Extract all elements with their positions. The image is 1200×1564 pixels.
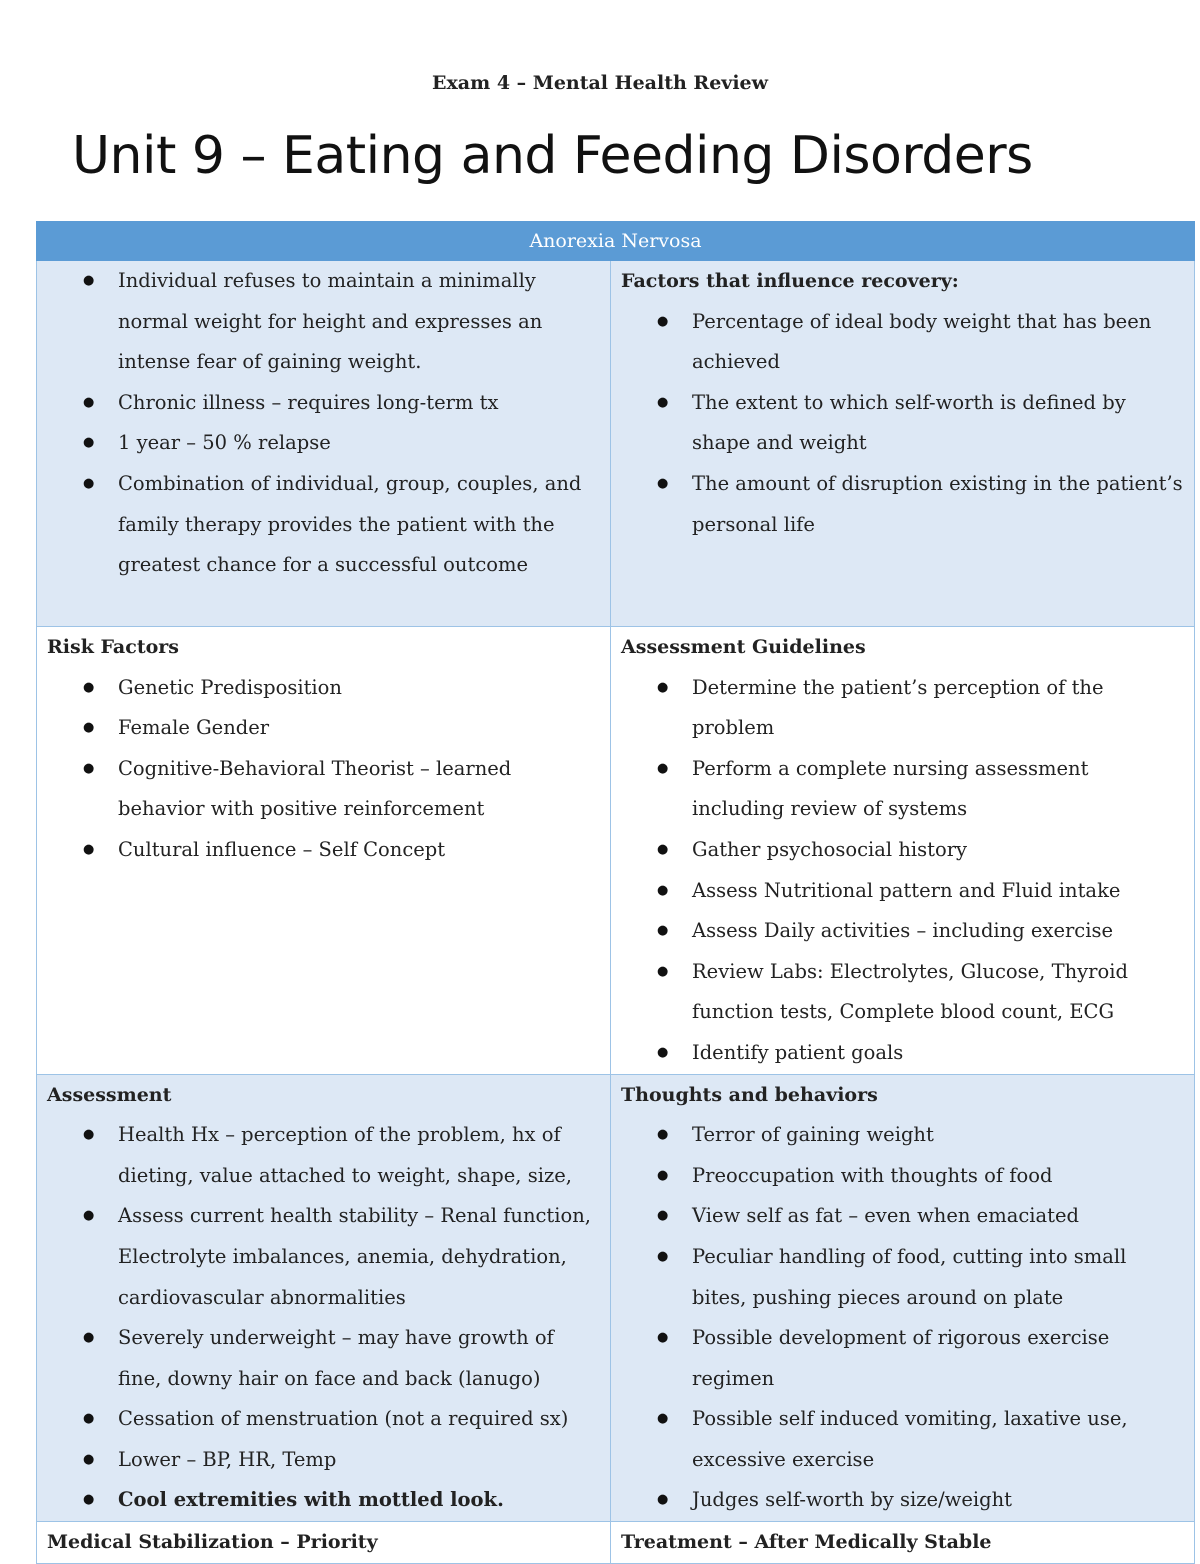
list-item: ● Review Labs: Electrolytes, Glucose, Thyroid function tests, Complete blood count, ECG	[621, 952, 1184, 1033]
treatment-cell	[611, 1522, 1195, 1564]
anorexia-review-table	[36, 221, 1195, 1564]
cell-title: Treatment – After Medically Stable	[621, 1531, 992, 1554]
assessment-list	[47, 1115, 600, 1521]
page-header: Exam 4 – Mental Health Review	[432, 72, 768, 94]
thoughts-behaviors-list	[621, 1115, 1184, 1521]
list-item: ● Cessation of menstruation (not a required sx)	[47, 1399, 600, 1440]
table-heading: Anorexia Nervosa	[37, 222, 1195, 261]
page-title: Unit 9 – Eating and Feeding Disorders	[72, 126, 1033, 186]
assessment-guidelines-cell	[611, 627, 1195, 1075]
list-item: ● Possible self induced vomiting, laxative use, excessive exercise	[621, 1399, 1184, 1480]
cell-title: Thoughts and behaviors	[621, 1083, 878, 1106]
list-item: ● Terror of gaining weight	[621, 1115, 1184, 1156]
list-item: ● Combination of individual, group, couples, and family therapy provides the patient with the greatest chance for a successful outcome	[47, 464, 600, 586]
list-item: ● Assess Nutritional pattern and Fluid intake	[621, 871, 1184, 912]
cell-title: Risk Factors	[47, 636, 179, 658]
list-item: ● Assess current health stability – Renal function, Electrolyte imbalances, anemia, dehydration, cardiovascular abnormalities	[47, 1196, 600, 1318]
cell-title: Factors that influence recovery:	[621, 270, 959, 292]
list-item: ● Chronic illness – requires long-term tx	[47, 383, 600, 424]
list-item: ● Perform a complete nursing assessment including review of systems	[621, 749, 1184, 830]
thoughts-behaviors-cell	[611, 1074, 1195, 1522]
cell-title: Assessment	[47, 1083, 172, 1106]
list-item: ● Preoccupation with thoughts of food	[621, 1156, 1184, 1197]
list-item: ● 1 year – 50 % relapse	[47, 423, 600, 464]
list-item: ● Cultural influence – Self Concept	[47, 830, 600, 871]
list-item: ● Health Hx – perception of the problem, hx of dieting, value attached to weight, shape, size,	[47, 1115, 600, 1196]
list-item: ● Possible development of rigorous exercise regimen	[621, 1318, 1184, 1399]
assessment-guidelines-list	[621, 668, 1184, 1074]
list-item: ● Individual refuses to maintain a minimally normal weight for height and expresses an intense fear of gaining weight.	[47, 261, 600, 383]
list-item: ● Gather psychosocial history	[621, 830, 1184, 871]
list-item: ● Cognitive-Behavioral Theorist – learned behavior with positive reinforcement	[47, 749, 600, 830]
risk-factors-list	[47, 668, 600, 871]
list-item: ● View self as fat – even when emaciated	[621, 1196, 1184, 1237]
list-item: ● Severely underweight – may have growth of fine, downy hair on face and back (lanugo)	[47, 1318, 600, 1399]
list-item: ● Assess Daily activities – including exercise	[621, 911, 1184, 952]
list-item: ● Genetic Predisposition	[47, 668, 600, 709]
recovery-factors-list	[621, 302, 1184, 546]
cell-title: Assessment Guidelines	[621, 636, 866, 658]
list-item: ● The amount of disruption existing in the patient’s personal life	[621, 464, 1184, 545]
recovery-factors-cell	[611, 261, 1195, 627]
list-item: ● Percentage of ideal body weight that has been achieved	[621, 302, 1184, 383]
cell-title: Medical Stabilization – Priority	[47, 1531, 378, 1554]
overview-list	[47, 261, 600, 586]
list-item: ● Lower – BP, HR, Temp	[47, 1440, 600, 1481]
list-item: ● Identify patient goals	[621, 1033, 1184, 1074]
list-item: ● Female Gender	[47, 708, 600, 749]
risk-factors-cell	[37, 627, 611, 1075]
list-item: ● Judges self-worth by size/weight	[621, 1480, 1184, 1521]
list-item: ● Determine the patient’s perception of the problem	[621, 668, 1184, 749]
overview-cell	[37, 261, 611, 627]
assessment-cell	[37, 1074, 611, 1522]
medical-stabilization-cell	[37, 1522, 611, 1564]
list-item: ● Cool extremities with mottled look.	[47, 1480, 600, 1521]
list-item: ● Peculiar handling of food, cutting into small bites, pushing pieces around on plate	[621, 1237, 1184, 1318]
list-item: ● The extent to which self-worth is defined by shape and weight	[621, 383, 1184, 464]
